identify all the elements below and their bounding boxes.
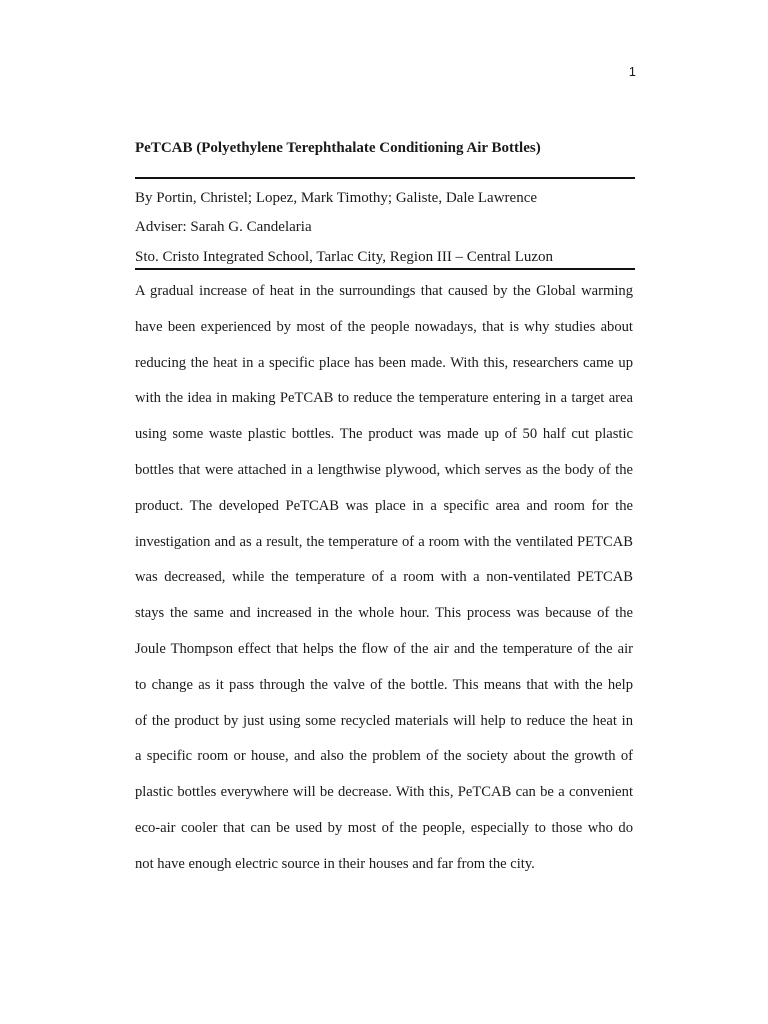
page-number: 1 [628,64,636,79]
abstract-line: was decreased, while the temperature of a room with a non-ventilated PETCAB [135,569,633,586]
abstract-line: with the idea in making PeTCAB to reduce the temperature entering in a target area [135,390,633,407]
abstract-line: eco-air cooler that can be used by most of the people, especially to those who do [135,819,633,836]
adviser-line: Adviser: Sarah G. Candelaria [135,219,312,235]
document-title: PeTCAB (Polyethylene Terephthalate Conditioning Air Bottles) [135,140,541,156]
abstract-line: to change as it pass through the valve of the bottle. This means that with the help [135,676,633,693]
abstract-line: product. The developed PeTCAB was place in a specific area and room for the [135,497,633,514]
abstract-line: a specific room or house, and also the problem of the society about the growth of [135,748,633,765]
abstract-line: plastic bottles everywhere will be decrease. With this, PeTCAB can be a convenient [135,784,633,801]
author-list: By Portin, Christel; Lopez, Mark Timothy; Galiste, Dale Lawrence [135,190,538,206]
header-divider [135,268,635,270]
school-line: Sto. Cristo Integrated School, Tarlac City, Region III – Central Luzon [135,249,554,265]
abstract-line: A gradual increase of heat in the surroundings that caused by the Global warming [135,283,633,299]
abstract-line: using some waste plastic bottles. The product was made up of 50 half cut plastic [135,426,633,443]
abstract-line: not have enough electric source in their houses and far from the city. [135,855,535,872]
abstract-line: bottles that were attached in a lengthwise plywood, which serves as the body of the [135,461,633,478]
title-divider [135,177,635,179]
abstract-body [135,280,633,889]
abstract-line: reducing the heat in a specific place has been made. With this, researchers came up [135,354,633,371]
abstract-line: Joule Thompson effect that helps the flow of the air and the temperature of the air [135,640,633,657]
abstract-line: of the product by just using some recycled materials will help to reduce the heat in [135,712,633,729]
abstract-line: have been experienced by most of the people nowadays, that is why studies about [135,318,633,335]
abstract-line: investigation and as a result, the temperature of a room with the ventilated PETCAB [135,533,633,550]
abstract-line: stays the same and increased in the whole hour. This process was because of the [135,605,633,622]
